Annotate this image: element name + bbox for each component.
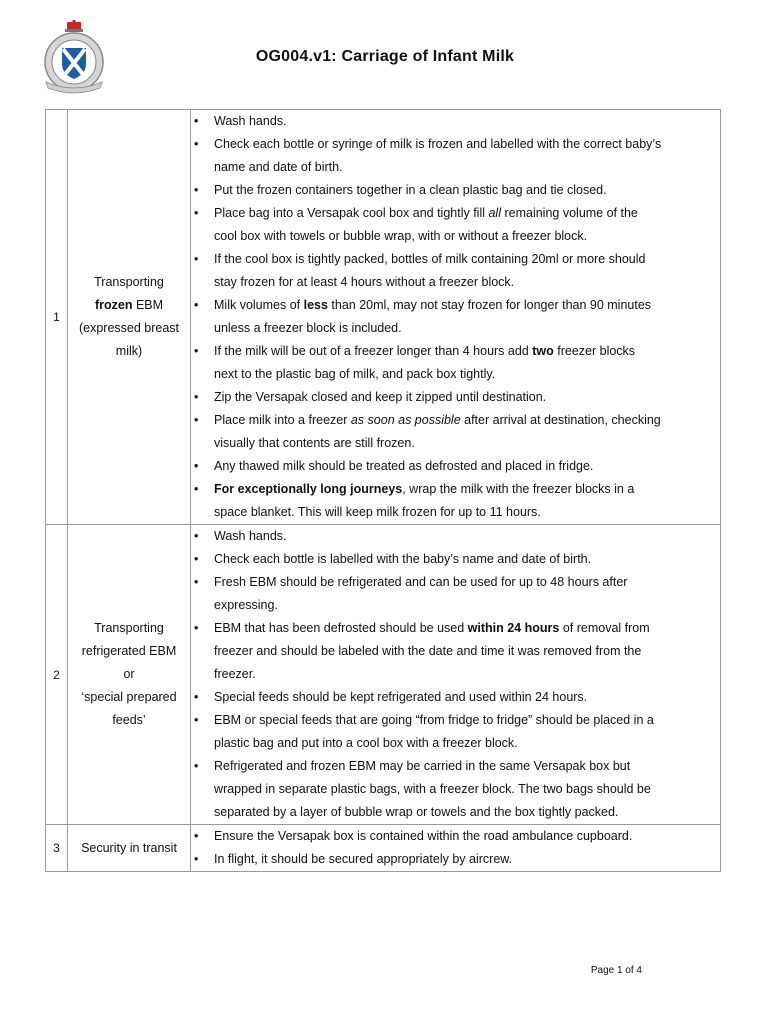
page-number: Page 1 of 4: [590, 965, 642, 976]
list-item: • Special feeds should be kept refrigerated and used within 24 hours.: [191, 686, 720, 709]
instruction-list: [191, 525, 720, 824]
row-subject: Security in transit: [68, 825, 191, 872]
list-item: • Put the frozen containers together in a clean plastic bag and tie closed.: [191, 179, 720, 202]
list-item: • Any thawed milk should be treated as defrosted and placed in fridge.: [191, 455, 720, 478]
list-item: • If the milk will be out of a freezer longer than 4 hours add two freezer blocks next to the plastic bag of milk, and pack box tightly.: [191, 340, 720, 386]
list-item: • Fresh EBM should be refrigerated and can be used for up to 48 hours after expressing.: [191, 571, 720, 617]
list-item: • Milk volumes of less than 20ml, may not stay frozen for longer than 90 minutes unless a freezer block is included.: [191, 294, 720, 340]
list-item: • EBM that has been defrosted should be used within 24 hours of removal from freezer and should be labeled with the date and time it was removed from the freezer.: [191, 617, 720, 686]
list-item: • Check each bottle or syringe of milk is frozen and labelled with the correct baby’s name and date of birth.: [191, 133, 720, 179]
row-number: 1: [46, 110, 68, 525]
document-title: OG004.v1: Carriage of Infant Milk: [255, 48, 515, 65]
table-row: [46, 110, 721, 525]
list-item: • Ensure the Versapak box is contained within the road ambulance cupboard.: [191, 825, 720, 848]
instruction-list: [191, 825, 720, 871]
list-item: • Check each bottle is labelled with the baby’s name and date of birth.: [191, 548, 720, 571]
row-number: 2: [46, 525, 68, 825]
list-item: • In flight, it should be secured appropriately by aircrew.: [191, 848, 720, 871]
list-item: • Place bag into a Versapak cool box and tightly fill all remaining volume of the cool box with towels or bubble wrap, with or without a freezer block.: [191, 202, 720, 248]
row-subject: Transporting refrigerated EBM or ‘special prepared feeds’: [68, 525, 191, 825]
row-instructions: [191, 110, 721, 525]
list-item: • For exceptionally long journeys, wrap the milk with the freezer blocks in a space blanket. This will keep milk frozen for up to 11 hours.: [191, 478, 720, 524]
list-item: • Place milk into a freezer as soon as possible after arrival at destination, checking visually that contents are still frozen.: [191, 409, 720, 455]
list-item: • Refrigerated and frozen EBM may be carried in the same Versapak box but wrapped in separate plastic bags, with a freezer block. The two bags should be separated by a layer of bubble wrap or towels and the box tightly packed.: [191, 755, 720, 824]
table-row: [46, 525, 721, 825]
list-item: • Zip the Versapak closed and keep it zipped until destination.: [191, 386, 720, 409]
list-item: • Wash hands.: [191, 525, 720, 548]
procedure-table: [45, 109, 721, 872]
row-number: 3: [46, 825, 68, 872]
list-item: • EBM or special feeds that are going “from fridge to fridge” should be placed in a plastic bag and put into a cool box with a freezer block.: [191, 709, 720, 755]
list-item: • Wash hands.: [191, 110, 720, 133]
instruction-list: [191, 110, 720, 524]
table-row: [46, 825, 721, 872]
list-item: • If the cool box is tightly packed, bottles of milk containing 20ml or more should stay frozen for at least 4 hours without a freezer block.: [191, 248, 720, 294]
row-instructions: [191, 525, 721, 825]
row-instructions: [191, 825, 721, 872]
row-subject: Transporting frozen EBM (expressed breast milk): [68, 110, 191, 525]
